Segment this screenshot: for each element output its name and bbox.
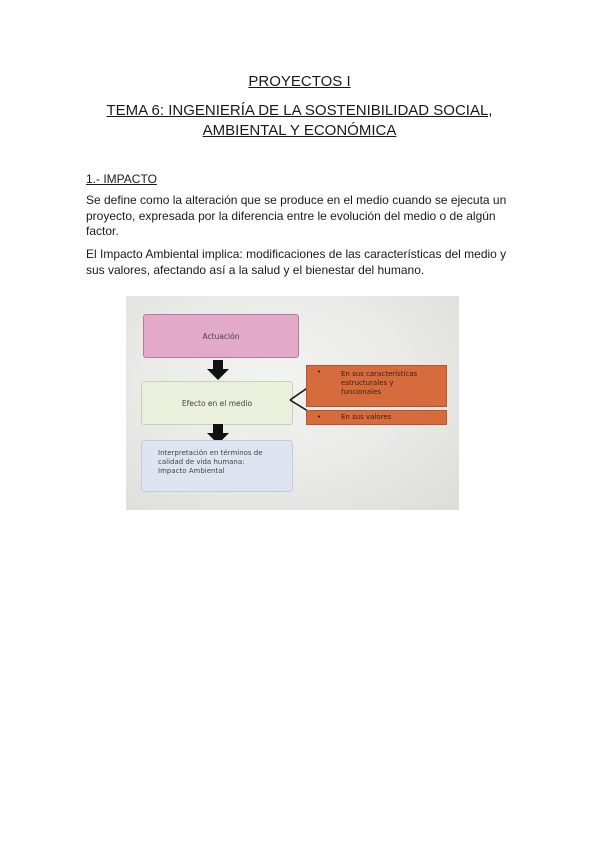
valores-label: En sus valores	[341, 413, 392, 421]
impact-paragraph: El Impacto Ambiental implica: modificaciones de las características del medio y sus valores, afectando así a la salud y el bienestar del humano.	[86, 247, 507, 277]
topic-title-line1: TEMA 6: INGENIERÍA DE LA SOSTENIBILIDAD SOCIAL,	[106, 102, 493, 119]
caracteristicas-line3: funcionales	[341, 388, 382, 396]
interpretacion-line2: calidad de vida humana:	[158, 458, 245, 466]
impact-diagram-photo	[126, 296, 459, 510]
topic-title-line2: AMBIENTAL Y ECONÓMICA	[202, 122, 397, 139]
section-heading: 1.- IMPACTO	[86, 172, 157, 186]
actuacion-label: Actuación	[202, 331, 240, 341]
efecto-box	[141, 381, 293, 425]
page-title: PROYECTOS I	[248, 73, 351, 90]
caracteristicas-line2: estructurales y	[341, 379, 394, 387]
bullet-icon: •	[317, 368, 322, 376]
interpretacion-line1: Interpretación en términos de	[158, 449, 263, 457]
valores-box	[306, 410, 447, 425]
definition-paragraph: Se define como la alteración que se produce en el medio cuando se ejecuta un proyecto, expresada por la diferencia entre le evolución del medio o de algún factor.	[86, 193, 507, 238]
bullet-icon: •	[317, 413, 322, 421]
down-arrow-icon	[206, 360, 230, 380]
caracteristicas-box	[306, 365, 447, 407]
actuacion-box	[143, 314, 299, 358]
interpretacion-line3: Impacto Ambiental	[158, 467, 225, 475]
caracteristicas-line1: En sus características	[341, 370, 418, 378]
efecto-label: Efecto en el medio	[181, 398, 253, 408]
interpretacion-box	[141, 440, 293, 492]
